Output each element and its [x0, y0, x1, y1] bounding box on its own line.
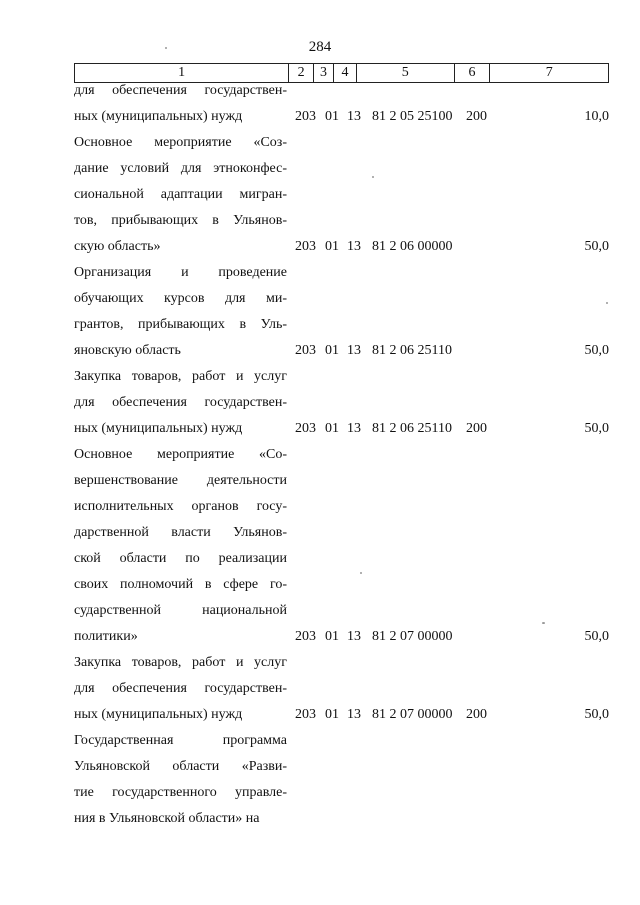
row-line: [74, 208, 614, 234]
row-cell-column-5: 81 2 07 00000: [372, 707, 453, 722]
row-line: [74, 130, 614, 156]
row-description-line: тов, прибывающих в Ульянов-: [74, 213, 287, 228]
row-description-line: своих полномочий в сфере го-: [74, 577, 287, 592]
row-line: [74, 182, 614, 208]
row-description-line: исполнительных органов госу-: [74, 499, 287, 514]
row-description-line: сударственной национальной: [74, 603, 287, 618]
row-cell-column-5: 81 2 05 25100: [372, 109, 453, 124]
table-row: [74, 78, 614, 130]
row-cell-column-4: 13: [347, 343, 361, 358]
row-line: [74, 598, 614, 624]
row-cell-column-2: 203: [295, 421, 316, 436]
row-description-line: вершенствование деятельности: [74, 473, 287, 488]
column-header-1: 1: [75, 64, 289, 82]
row-cell-column-2: 203: [295, 707, 316, 722]
table-row: [74, 260, 614, 364]
row-cell-column-3: 01: [325, 343, 339, 358]
row-cell-column-5: 81 2 06 00000: [372, 239, 453, 254]
row-cell-column-6: 200: [466, 707, 487, 722]
row-description-line: Закупка товаров, работ и услуг: [74, 369, 287, 384]
row-description-line: Основное мероприятие «Со-: [74, 447, 287, 462]
table-row: [74, 442, 614, 650]
row-cell-column-2: 203: [295, 109, 316, 124]
row-line: [74, 650, 614, 676]
table-row: [74, 728, 614, 832]
row-cell-column-7: 50,0: [584, 421, 609, 436]
row-cell-column-2: 203: [295, 629, 316, 644]
table-body: [74, 78, 614, 832]
row-description-line: Организация и проведение: [74, 265, 287, 280]
row-cell-column-7: 50,0: [584, 343, 609, 358]
row-description-line: для обеспечения государствен-: [74, 83, 287, 98]
row-cell-column-4: 13: [347, 707, 361, 722]
row-line: [74, 78, 614, 104]
row-cell-column-6: 200: [466, 109, 487, 124]
row-description-line: ния в Ульяновской области» на: [74, 811, 260, 826]
row-line: [74, 676, 614, 702]
row-description-line: грантов, прибывающих в Уль-: [74, 317, 287, 332]
scan-speck: [165, 47, 167, 49]
row-line: [74, 468, 614, 494]
column-header-4: 4: [334, 64, 357, 82]
row-description-line: дание условий для этноконфес-: [74, 161, 287, 176]
row-description-line: Государственная программа: [74, 733, 287, 748]
row-line: [74, 520, 614, 546]
row-description-line: для обеспечения государствен-: [74, 395, 287, 410]
row-description-line: яновскую область: [74, 343, 181, 358]
table-row: [74, 364, 614, 442]
row-cell-column-3: 01: [325, 629, 339, 644]
row-line: [74, 416, 614, 442]
row-description-line: ных (муниципальных) нужд: [74, 421, 243, 436]
column-header-6: 6: [455, 64, 491, 82]
row-cell-column-7: 50,0: [584, 629, 609, 644]
row-cell-column-6: 200: [466, 421, 487, 436]
row-line: [74, 806, 614, 832]
row-cell-column-2: 203: [295, 239, 316, 254]
row-line: [74, 104, 614, 130]
row-line: [74, 156, 614, 182]
row-description-line: ных (муниципальных) нужд: [74, 707, 243, 722]
row-description-line: Основное мероприятие «Соз-: [74, 135, 287, 150]
scan-speck: [360, 572, 362, 574]
row-line: [74, 780, 614, 806]
row-line: [74, 390, 614, 416]
row-line: [74, 572, 614, 598]
scan-speck: [606, 302, 608, 304]
row-line: [74, 494, 614, 520]
row-cell-column-4: 13: [347, 239, 361, 254]
column-header-5: 5: [357, 64, 455, 82]
row-line: [74, 312, 614, 338]
row-cell-column-4: 13: [347, 629, 361, 644]
row-description-line: Ульяновской области «Разви-: [74, 759, 287, 774]
row-cell-column-3: 01: [325, 239, 339, 254]
row-description-line: обучающих курсов для ми-: [74, 291, 287, 306]
row-cell-column-3: 01: [325, 707, 339, 722]
row-description-line: ской области по реализации: [74, 551, 287, 566]
row-cell-column-7: 10,0: [584, 109, 609, 124]
column-header-3: 3: [314, 64, 334, 82]
column-header-7: 7: [545, 65, 553, 80]
column-header-2: 2: [289, 64, 314, 82]
scan-speck: [372, 176, 374, 178]
row-cell-column-4: 13: [347, 109, 361, 124]
row-line: [74, 338, 614, 364]
row-line: [74, 624, 614, 650]
row-description-line: скую область»: [74, 239, 161, 254]
row-cell-column-4: 13: [347, 421, 361, 436]
row-cell-column-5: 81 2 06 25110: [372, 343, 452, 358]
row-description-line: дарственной власти Ульянов-: [74, 525, 287, 540]
scan-speck: [542, 622, 545, 624]
row-line: [74, 364, 614, 390]
row-line: [74, 702, 614, 728]
row-cell-column-5: 81 2 07 00000: [372, 629, 453, 644]
row-line: [74, 286, 614, 312]
row-cell-column-3: 01: [325, 421, 339, 436]
row-description-line: ных (муниципальных) нужд: [74, 109, 243, 124]
row-cell-column-3: 01: [325, 109, 339, 124]
row-line: [74, 442, 614, 468]
row-line: [74, 234, 614, 260]
row-cell-column-7: 50,0: [584, 707, 609, 722]
row-line: [74, 754, 614, 780]
table-row: [74, 650, 614, 728]
row-description-line: Закупка товаров, работ и услуг: [74, 655, 287, 670]
page-number: 284: [308, 39, 332, 55]
row-description-line: для обеспечения государствен-: [74, 681, 287, 696]
row-cell-column-7: 50,0: [584, 239, 609, 254]
row-description-line: политики»: [74, 629, 138, 644]
row-description-line: сиональной адаптации мигран-: [74, 187, 287, 202]
row-description-line: тие государственного управле-: [74, 785, 287, 800]
row-cell-column-5: 81 2 06 25110: [372, 421, 452, 436]
row-line: [74, 546, 614, 572]
table-row: [74, 130, 614, 260]
row-line: [74, 260, 614, 286]
row-cell-column-2: 203: [295, 343, 316, 358]
row-line: [74, 728, 614, 754]
